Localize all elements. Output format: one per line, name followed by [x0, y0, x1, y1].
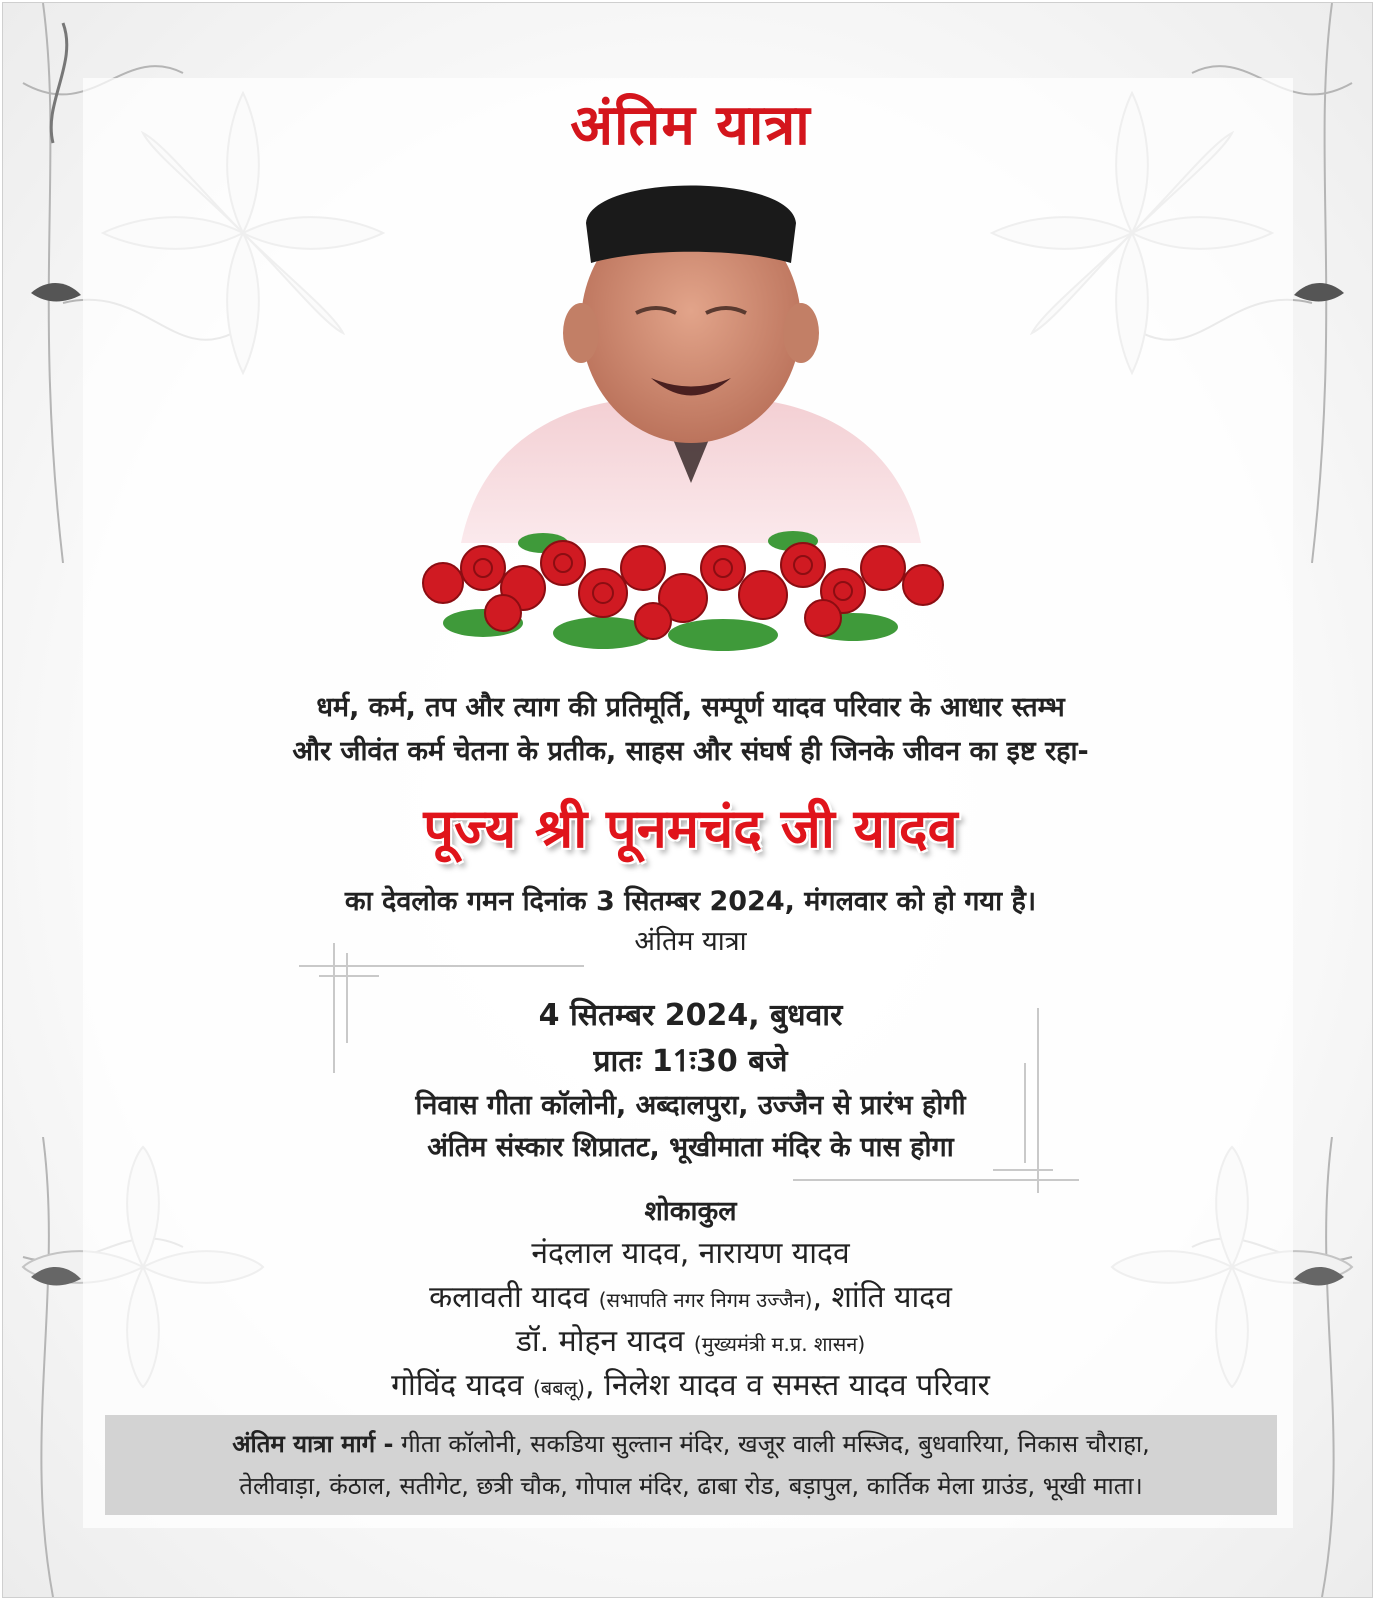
mourner-name: कलावती यादव: [429, 1280, 590, 1315]
cremation-location: अंतिम संस्कार शिप्रातट, भूखीमाता मंदिर के पास होगा: [427, 1132, 954, 1163]
mourners-line-3: [3, 1319, 1373, 1360]
route-stops-1: गीता कॉलोनी, सकडिया सुल्तान मंदिर, खजूर वाली मस्जिद, बुधवारिया, निकास चौराहा,: [393, 1430, 1150, 1458]
divider-top: [299, 965, 584, 967]
mourner-rest: , निलेश यादव व समस्त यादव परिवार: [584, 1368, 990, 1403]
rose-garland: [403, 523, 983, 653]
announcement-subtitle: अंतिम यात्रा: [634, 926, 747, 957]
mourner-note: (सभापति नगर निगम उज्जैन): [598, 1288, 813, 1312]
route-line-2: तेलीवाड़ा, कंठाल, सतीगेट, छत्री चौक, गोपाल मंदिर, ढाबा रोड, बड़ापुल, कार्तिक मेला ग्राउंड, भूखी माता।: [239, 1472, 1143, 1500]
deceased-name: पूज्य श्री पूनमचंद जी यादव: [423, 797, 958, 860]
mourner-name: डॉ. मोहन यादव: [515, 1324, 685, 1359]
mourners-line-4: [3, 1363, 1373, 1404]
announcement-line: का देवलोक गमन दिनांक 3 सितम्बर 2024, मंगलवार को हो गया है।: [344, 886, 1037, 917]
mourners-line-1: नंदलाल यादव, नारायण यादव: [531, 1236, 850, 1271]
route-line-1: [105, 1427, 1277, 1460]
page-title: अंतिम यात्रा: [570, 93, 811, 158]
intro-line-1: धर्म, कर्म, तप और त्याग की प्रतिमूर्ति, सम्पूर्ण यादव परिवार के आधार स्तम्भ: [316, 692, 1065, 723]
mourner-note: (बबलू): [532, 1376, 585, 1400]
card-frame: [2, 2, 1373, 1598]
mourners-line-2: [3, 1275, 1373, 1316]
mourner-rest: , शांति यादव: [812, 1280, 952, 1315]
divider-bottom-2: [993, 1169, 1053, 1171]
funeral-time: प्रातः 11ः30 बजे: [593, 1044, 788, 1079]
route-label: अंतिम यात्रा मार्ग -: [232, 1430, 394, 1458]
mourners-heading: शोकाकुल: [644, 1196, 737, 1227]
funeral-date: 4 सितम्बर 2024, बुधवार: [538, 998, 843, 1033]
mourner-name: गोविंद यादव: [391, 1368, 524, 1403]
intro-line-2: और जीवंत कर्म चेतना के प्रतीक, साहस और संघर्ष ही जिनके जीवन का इष्ट रहा-: [292, 736, 1089, 767]
mourner-note: (मुख्यमंत्री म.प्र. शासन): [693, 1332, 866, 1356]
route-box: [105, 1415, 1277, 1515]
funeral-start-location: निवास गीता कॉलोनी, अब्दालपुरा, उज्जैन से प्रारंभ होगी: [415, 1090, 966, 1121]
divider-top-2: [319, 975, 379, 977]
